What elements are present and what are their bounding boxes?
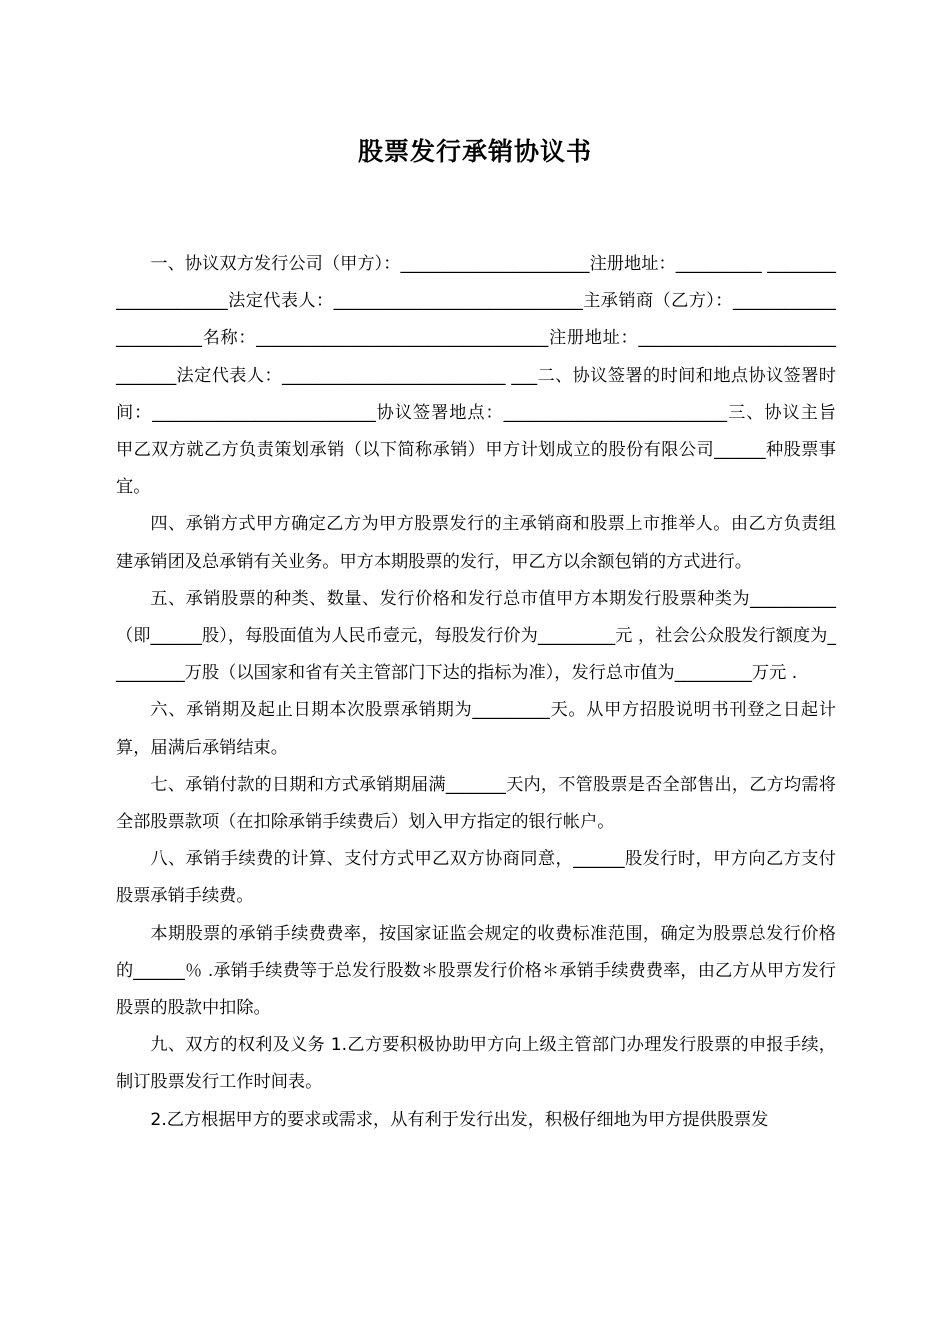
paragraph-stock-type-quantity-price: 五、承销股票的种类、数量、发行价格和发行总市值甲方本期发行股票种类为__________（即______股），每股面值为人民币壹元，每股发行价为_________元 ，社会公众股发行额度为_________万股（以国家和省有关主管部门下达的指标为准），发行总市值为_________万元 . [116, 588, 836, 684]
document-body [116, 246, 836, 1139]
paragraph-fee-rate: 本期股票的承销手续费费率，按国家证监会规定的收费标准范围，确定为股票总发行价格的______％ .承销手续费等于总发行股数＊股票发行价格＊承销手续费费率，由乙方从甲方发行股票的股款中扣除。 [116, 923, 836, 1019]
paragraph-fee-calculation: 八、承销手续费的计算、支付方式甲乙双方协商同意，______股发行时，甲方向乙方支付股票承销手续费。 [116, 849, 836, 907]
paragraph-underwriting-method: 四、承销方式甲方确定乙方为甲方股票发行的主承销商和股票上市推举人。由乙方负责组建承销团及总承销有关业务。甲方本期股票的发行，甲乙方以余额包销的方式进行。 [116, 514, 836, 572]
paragraph-underwriting-period: 六、承销期及起止日期本次股票承销期为_________天。从甲方招股说明书刊登之日起计算，届满后承销结束。 [116, 700, 836, 758]
paragraph-rights-obligations: 九、双方的权利及义务 1.乙方要积极协助甲方向上级主管部门办理发行股票的申报手续，制订股票发行工作时间表。 [116, 1035, 836, 1093]
paragraph-payment-date-method: 七、承销付款的日期和方式承销期届满_______天内，不管股票是否全部售出，乙方均需将全部股票款项（在扣除承销手续费后）划入甲方指定的银行帐户。 [116, 774, 836, 833]
paragraph-rights-obligations-2: 2.乙方根据甲方的要求或需求，从有利于发行出发，积极仔细地为甲方提供股票发 [150, 1109, 769, 1130]
paragraph-parties-time-purpose: 一、协议双方发行公司（甲方）：______________________注册地址：__________ _____________________法定代表人：_____________________________主承销商（乙方）：______________________名称：__________________________________注册地址：______________________________法定代表人：__________________________ ___二、协议签署的时间和地点协议签署时间：__________________________协议签署地点：__________________________三、协议主旨甲乙双方就乙方负责策划承销（以下简称承销）甲方计划成立的股份有限公司______种股票事宜。 [116, 254, 836, 498]
document-title: 股票发行承销协议书 [357, 137, 592, 166]
